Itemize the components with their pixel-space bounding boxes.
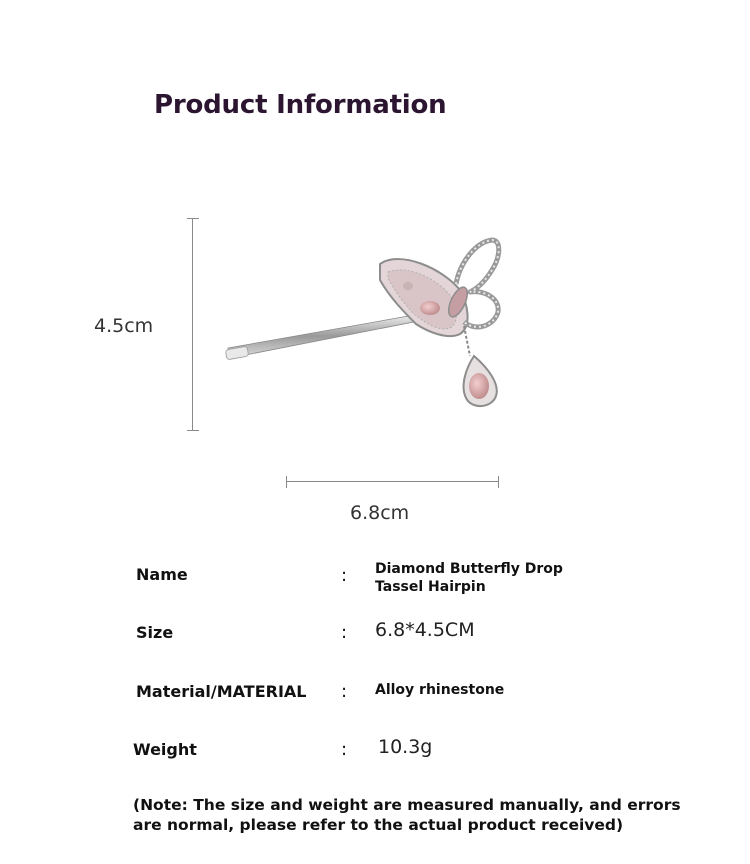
spec-colon: : xyxy=(341,565,348,586)
spec-colon: : xyxy=(341,739,348,760)
spec-label-size: Size xyxy=(136,623,174,642)
spec-colon: : xyxy=(341,622,348,643)
height-dimension-line xyxy=(187,218,199,431)
hairpin-image xyxy=(220,228,530,418)
spec-value-size: 6.8*4.5CM xyxy=(375,619,475,641)
spec-label-material: Material/MATERIAL xyxy=(136,682,307,701)
spec-value-name: Diamond Butterfly Drop Tassel Hairpin xyxy=(375,561,563,595)
spec-value-weight: 10.3g xyxy=(378,736,433,758)
spec-value-material: Alloy rhinestone xyxy=(375,682,505,698)
height-label: 4.5cm xyxy=(94,315,154,337)
width-dimension-line xyxy=(286,476,499,488)
spec-label-name: Name xyxy=(136,565,188,584)
spec-label-weight: Weight xyxy=(133,740,197,759)
measurement-note: (Note: The size and weight are measured manually, and errors are normal, please refer to the actual product received) xyxy=(133,796,681,834)
width-label: 6.8cm xyxy=(350,502,410,524)
page-title: Product Information xyxy=(154,90,447,120)
spec-colon: : xyxy=(341,681,348,702)
